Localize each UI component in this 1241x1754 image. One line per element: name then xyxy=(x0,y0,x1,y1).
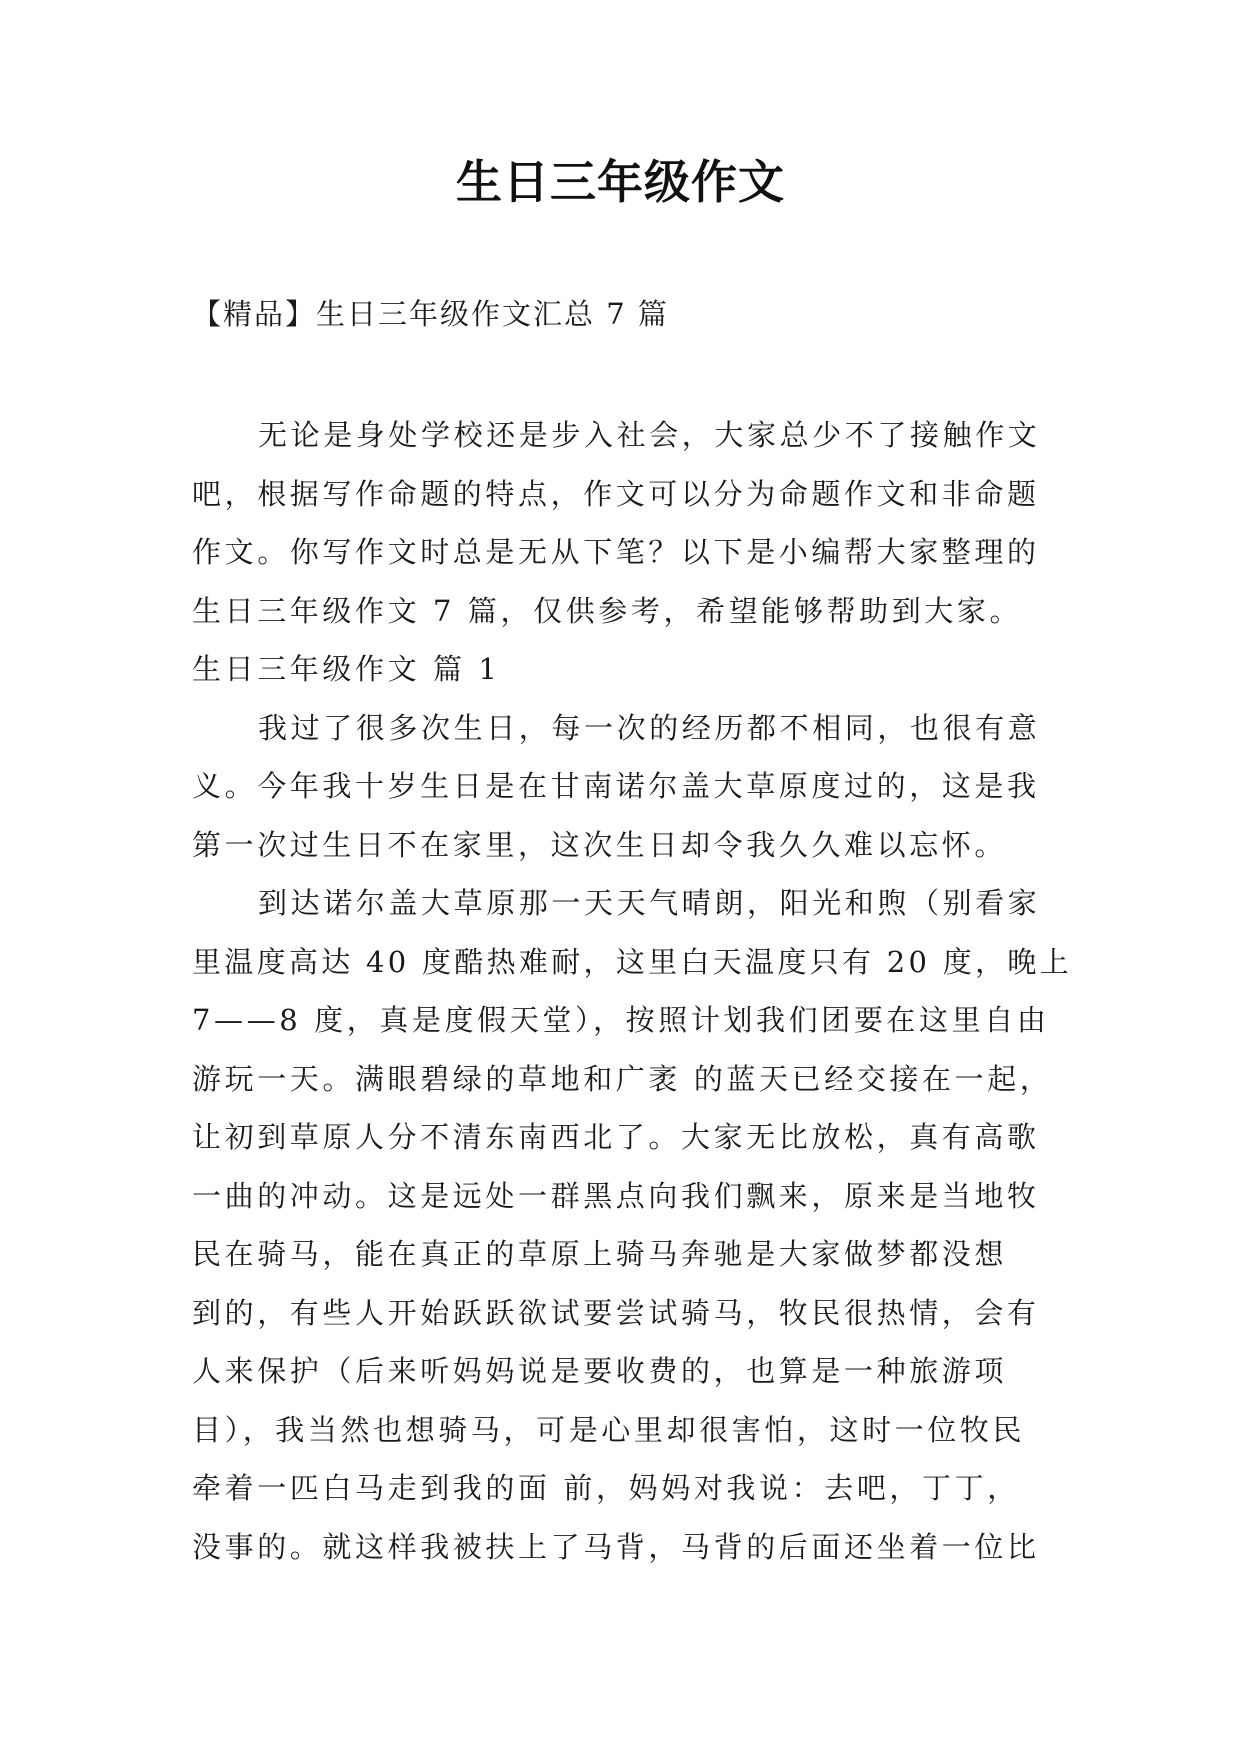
text-line: 7——8 度，真是度假天堂），按照计划我们团要在这里自由 xyxy=(192,1003,1050,1037)
text-line: 一曲的冲动。这是远处一群黑点向我们飘来，原来是当地牧 xyxy=(192,1178,1040,1213)
text-line: 游玩一天。满眼碧绿的草地和广袤 的蓝天已经交接在一起， xyxy=(192,1061,1053,1096)
document-subtitle: 【精品】生日三年级作文汇总 7 篇 xyxy=(192,297,669,331)
text-line: 无论是身处学校还是步入社会，大家总少不了接触作文 xyxy=(258,418,1041,452)
text-line: 人来保护（后来听妈妈说是要收费的，也算是一种旅游项 xyxy=(192,1354,1008,1388)
text-line: 里温度高达 40 度酷热难耐，这里白天温度只有 20 度，晚上 xyxy=(192,944,1072,979)
text-line: 让初到草原人分不清东南西北了。大家无比放松，真有高歌 xyxy=(192,1120,1040,1154)
text-line: 牵着一匹白马走到我的面 前，妈妈对我说：去吧，丁丁， xyxy=(192,1471,1020,1505)
text-line: 我过了很多次生日，每一次的经历都不相同，也很有意 xyxy=(258,710,1041,745)
text-line: 吧，根据写作命题的特点，作文可以分为命题作文和非命题 xyxy=(192,476,1040,511)
text-line: 第一次过生日不在家里，这次生日却令我久久难以忘怀。 xyxy=(192,827,1008,862)
document-body xyxy=(192,406,1072,1576)
text-line: 没事的。就这样我被扶上了马背，马背的后面还坐着一位比 xyxy=(192,1529,1040,1564)
text-line: 目），我当然也想骑马，可是心里却很害怕，这时一位牧民 xyxy=(192,1412,1026,1447)
text-line: 生日三年级作文 篇 1 xyxy=(192,652,501,686)
document-title: 生日三年级作文 xyxy=(456,155,785,209)
text-line: 作文。你写作文时总是无从下笔？以下是小编帮大家整理的 xyxy=(192,535,1040,569)
text-line: 到达诺尔盖大草原那一天天气晴朗，阳光和煦（别看家 xyxy=(258,886,1041,920)
text-line: 到的，有些人开始跃跃欲试要尝试骑马，牧民很热情，会有 xyxy=(192,1295,1040,1330)
text-line: 生日三年级作文 7 篇，仅供参考，希望能够帮助到大家。 xyxy=(192,593,1023,628)
text-line: 义。今年我十岁生日是在甘南诺尔盖大草原度过的，这是我 xyxy=(192,769,1040,803)
text-line: 民在骑马，能在真正的草原上骑马奔驰是大家做梦都没想 xyxy=(192,1237,1008,1271)
